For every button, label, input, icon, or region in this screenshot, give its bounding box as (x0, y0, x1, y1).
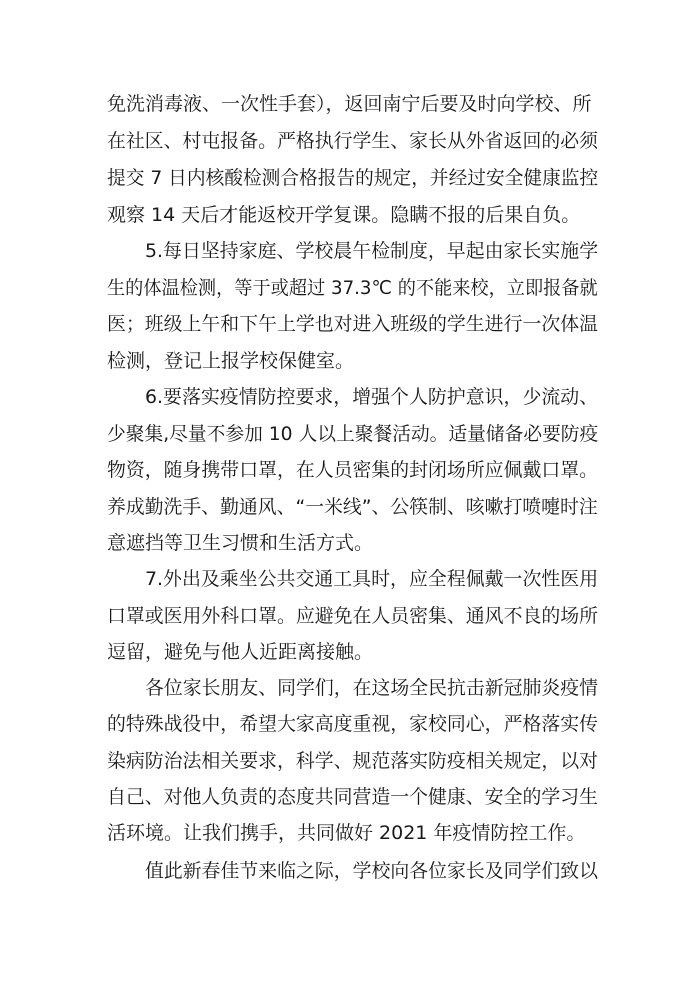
paragraph-first-line: 7.外出及乘坐公共交通工具时，应全程佩戴一次性医用 (145, 568, 599, 590)
paragraph-first-line: 值此新春佳节来临之际，学校向各位家长及同学们致以 (145, 860, 599, 882)
text-line: 活环境。让我们携手，共同做好 2021 年疫情防控工作。 (107, 822, 586, 844)
text-line: 生的体温检测，等于或超过 37.3℃ 的不能来校，立即报备就 (107, 277, 598, 299)
text-line: 养成勤洗手、勤通风、“一米线”、公筷制、咳嗽打喷嚏时注 (107, 496, 598, 518)
paragraph-first-line: 各位家长朋友、同学们，在这场全民抗击新冠肺炎疫情 (145, 677, 599, 699)
text-line: 检测，登记上报学校保健室。 (107, 350, 355, 372)
paragraph-first-line: 5.每日坚持家庭、学校晨午检制度，早起由家长实施学 (145, 240, 599, 262)
text-line: 的特殊战役中，希望大家高度重视，家校同心，严格落实传 (107, 713, 599, 735)
paragraph-first-line: 6.要落实疫情防控要求，增强个人防护意识，少流动、 (145, 386, 599, 408)
text-line: 少聚集,尽量不参加 10 人以上聚餐活动。适量储备必要防疫 (107, 423, 599, 445)
text-line: 提交 7 日内核酸检测合格报告的规定，并经过安全健康监控 (107, 167, 599, 189)
text-line: 逗留，避免与他人近距离接触。 (107, 641, 374, 663)
text-line: 免洗消毒液、一次性手套），返回南宁后要及时向学校、所 (107, 93, 592, 115)
text-line: 物资，随身携带口罩，在人员密集的封闭场所应佩戴口罩。 (107, 459, 599, 481)
text-line: 自己、对他人负责的态度共同营造一个健康、安全的学习生 (107, 786, 599, 808)
text-line: 意遮挡等卫生习惯和生活方式。 (107, 532, 374, 554)
text-line: 观察 14 天后才能返校开学复课。隐瞒不报的后果自负。 (107, 204, 581, 226)
text-line: 医；班级上午和下午上学也对进入班级的学生进行一次体温 (107, 313, 599, 335)
text-line: 在社区、村屯报备。严格执行学生、家长从外省返回的必须 (107, 130, 599, 152)
text-line: 口罩或医用外科口罩。应避免在人员密集、通风不良的场所 (107, 605, 599, 627)
text-line: 染病防治法相关要求，科学、规范落实防疫相关规定，以对 (107, 750, 599, 772)
